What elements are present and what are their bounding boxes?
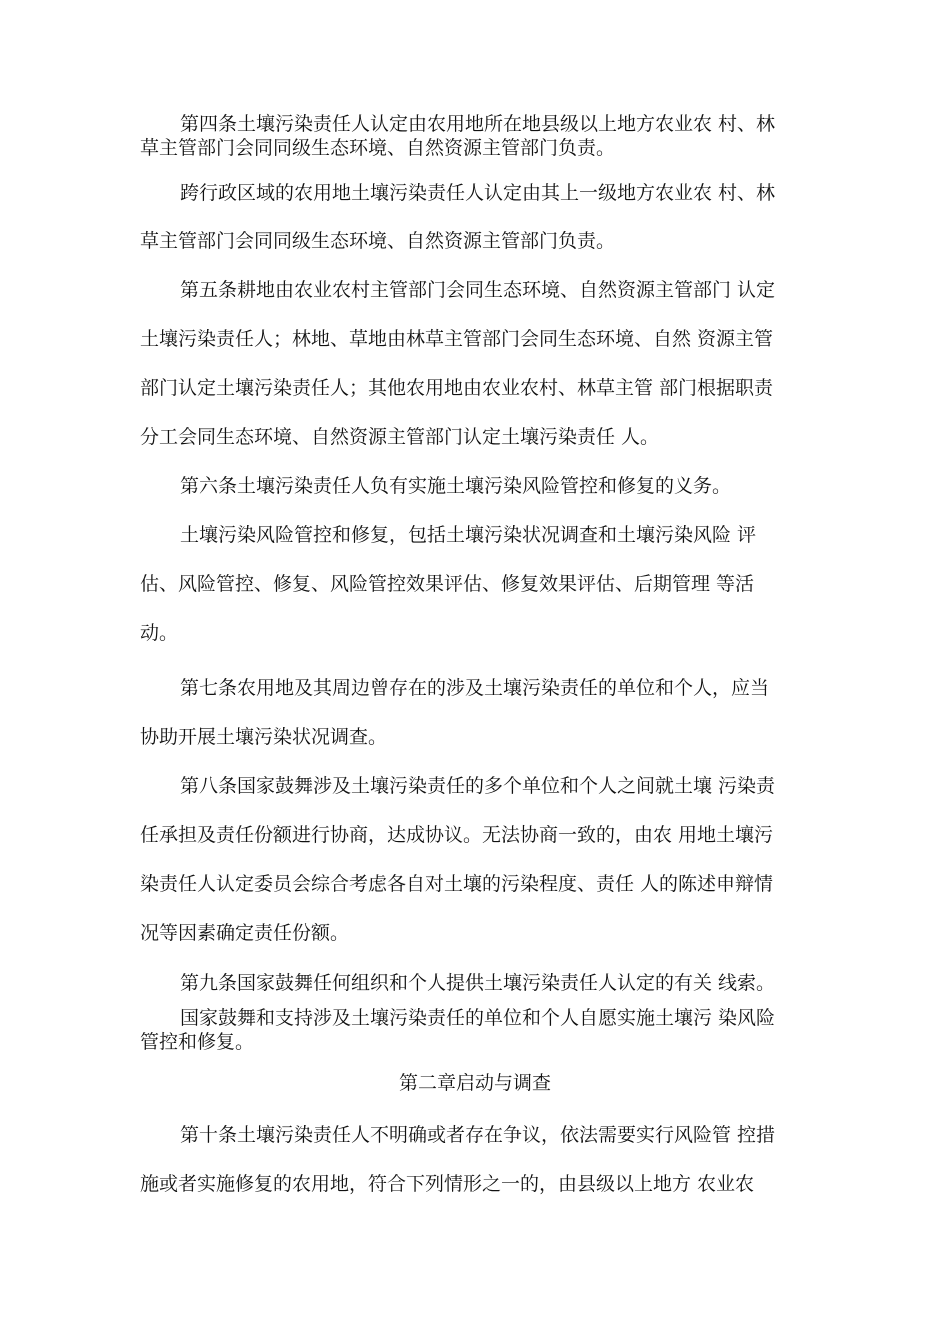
text-line: 第七条农用地及其周边曾存在的涉及土壤污染责任的单位和个人，应当 xyxy=(180,677,770,699)
text-line: 动。 xyxy=(140,622,179,644)
text-line: 第九条国家鼓舞任何组织和个人提供土壤污染责任人认定的有关 线索。 xyxy=(180,972,776,994)
chapter-heading: 第二章启动与调查 xyxy=(398,1072,551,1094)
text-line: 染责任人认定委员会综合考虑各自对土壤的污染程度、责任 人的陈述申辩情 xyxy=(140,873,774,895)
text-line: 跨行政区域的农用地土壤污染责任人认定由其上一级地方农业农 村、林 xyxy=(180,182,776,204)
text-line: 况等因素确定责任份额。 xyxy=(140,922,350,944)
text-line: 管控和修复。 xyxy=(140,1031,255,1053)
text-line: 第四条土壤污染责任人认定由农用地所在地县级以上地方农业农 村、林 xyxy=(180,113,776,135)
text-line: 协助开展土壤污染状况调查。 xyxy=(140,726,388,748)
text-line: 土壤污染风险管控和修复，包括土壤污染状况调查和土壤污染风险 评 xyxy=(180,524,757,546)
text-line: 部门认定土壤污染责任人；其他农用地由农业农村、林草主管 部门根据职责 xyxy=(140,377,774,399)
text-line: 施或者实施修复的农用地，符合下列情形之一的，由县级以上地方 农业农 xyxy=(140,1173,755,1195)
text-line: 第十条土壤污染责任人不明确或者存在争议，依法需要实行风险管 控措 xyxy=(180,1124,776,1146)
text-line: 第六条土壤污染责任人负有实施土壤污染风险管控和修复的义务。 xyxy=(180,475,732,497)
text-line: 土壤污染责任人；林地、草地由林草主管部门会同生态环境、自然 资源主管 xyxy=(140,328,774,350)
text-line: 草主管部门会同同级生态环境、自然资源主管部门负责。 xyxy=(140,137,616,159)
text-line: 分工会同生态环境、自然资源主管部门认定土壤污染责任 人。 xyxy=(140,426,660,448)
text-line: 估、风险管控、修复、风险管控效果评估、修复效果评估、后期管理 等活 xyxy=(140,573,755,595)
text-line: 任承担及责任份额进行协商，达成协议。无法协商一致的，由农 用地土壤污 xyxy=(140,824,774,846)
text-line: 草主管部门会同同级生态环境、自然资源主管部门负责。 xyxy=(140,230,616,252)
text-line: 第八条国家鼓舞涉及土壤污染责任的多个单位和个人之间就土壤 污染责 xyxy=(180,775,776,797)
text-line: 国家鼓舞和支持涉及土壤污染责任的单位和个人自愿实施土壤污 染风险 xyxy=(180,1007,776,1029)
text-line: 第五条耕地由农业农村主管部门会同生态环境、自然资源主管部门 认定 xyxy=(180,279,776,301)
